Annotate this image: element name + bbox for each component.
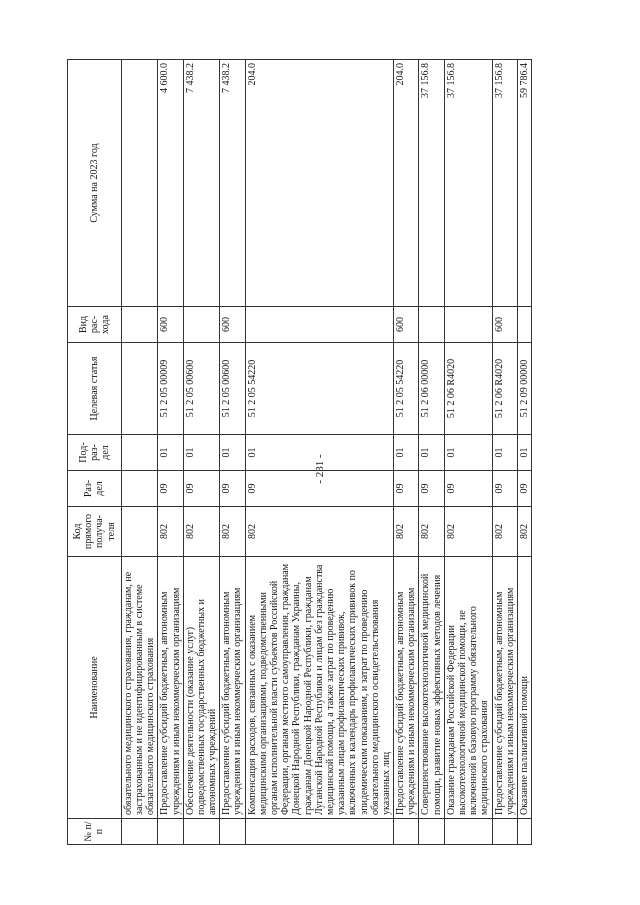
cell-razdel: 09 <box>492 471 517 507</box>
table-row <box>183 60 220 845</box>
cell-razdel: 09 <box>157 471 182 507</box>
cell-vid <box>444 307 492 343</box>
cell-sum: 7 438.2 <box>183 60 220 307</box>
cell-podrazdel: 01 <box>517 435 531 471</box>
header-sum: Сумма на 2023 год <box>67 60 121 307</box>
cell-vid: 600 <box>393 307 418 343</box>
cell-sum: 37 156.8 <box>492 60 517 307</box>
cell-code <box>121 507 158 557</box>
cell-razdel: 09 <box>517 471 531 507</box>
cell-podrazdel: 01 <box>183 435 220 471</box>
rotated-page-content <box>67 60 574 845</box>
cell-podrazdel: 01 <box>418 435 443 471</box>
cell-num <box>492 819 517 845</box>
table-row <box>157 60 182 845</box>
cell-target: 51 2 09 00000 <box>517 343 531 435</box>
table-body <box>121 60 531 845</box>
table-row <box>219 60 244 845</box>
table-header-row <box>67 60 121 845</box>
cell-vid: 600 <box>492 307 517 343</box>
cell-num <box>444 819 492 845</box>
header-num: № п/п <box>67 819 121 845</box>
cell-target: 51 2 05 54220 <box>393 343 418 435</box>
cell-name: Компенсация расходов, связанных с оказанием медицинскими организациями, подведомственными органам исполнительной власти субъектов Российской Федерации, органам местного самоуправления, гражданам Донецкой Народной Республики, гражданам Украины, гражданам Донецкой Народной Республики, гражданам Луганской Народной Республики и лицам без гражданства медицинской помощи, а также затрат по проведению указанным лицам профилактических прививок, включенных в календарь профилактических прививок по эпидемическим показаниям, и затрат по проведению обязательного медицинского освидетельствования указанных лиц <box>245 557 393 819</box>
cell-podrazdel: 01 <box>219 435 244 471</box>
cell-razdel: 09 <box>183 471 220 507</box>
cell-target: 51 2 06 R4020 <box>492 343 517 435</box>
cell-code: 802 <box>517 507 531 557</box>
header-razdel: Раз-дел <box>67 471 121 507</box>
cell-vid <box>418 307 443 343</box>
cell-name: Совершенствование высокотехнологичной медицинской помощи, развитие новых эффективных методов лечения <box>418 557 443 819</box>
cell-razdel: 09 <box>444 471 492 507</box>
cell-target: 51 2 05 00600 <box>219 343 244 435</box>
cell-name: Предоставление субсидий бюджетным, автономным учреждениям и иным некоммерческим организациям <box>157 557 182 819</box>
header-podrazdel: Под-раз-дел <box>67 435 121 471</box>
cell-name: Предоставление субсидий бюджетным, автономным учреждениям и иным некоммерческим организациям <box>219 557 244 819</box>
cell-razdel: 09 <box>245 471 393 507</box>
cell-podrazdel: 01 <box>444 435 492 471</box>
cell-sum: 37 156.8 <box>418 60 443 307</box>
cell-target: 51 2 05 54220 <box>245 343 393 435</box>
table-row <box>492 60 517 845</box>
cell-razdel <box>121 471 158 507</box>
cell-sum: 59 786.4 <box>517 60 531 307</box>
cell-vid: 600 <box>157 307 182 343</box>
cell-target: 51 2 06 00000 <box>418 343 443 435</box>
cell-podrazdel: 01 <box>492 435 517 471</box>
cell-vid: 600 <box>219 307 244 343</box>
table-row <box>418 60 443 845</box>
cell-name: Обеспечение деятельности (оказание услуг) подведомственных государственных бюджетных и автономных учреждений <box>183 557 220 819</box>
cell-podrazdel: 01 <box>393 435 418 471</box>
cell-razdel: 09 <box>418 471 443 507</box>
cell-num <box>418 819 443 845</box>
header-name: Наименование <box>67 557 121 819</box>
cell-podrazdel <box>121 435 158 471</box>
cell-num <box>121 819 158 845</box>
budget-table <box>67 59 532 845</box>
cell-target: 51 2 06 R4020 <box>444 343 492 435</box>
cell-num <box>517 819 531 845</box>
cell-code: 802 <box>245 507 393 557</box>
cell-num <box>219 819 244 845</box>
cell-sum: 37 156.8 <box>444 60 492 307</box>
cell-target: 51 2 05 00600 <box>183 343 220 435</box>
cell-code: 802 <box>157 507 182 557</box>
cell-code: 802 <box>393 507 418 557</box>
cell-sum <box>121 60 158 307</box>
table-row <box>444 60 492 845</box>
cell-num <box>245 819 393 845</box>
cell-vid <box>245 307 393 343</box>
cell-sum: 204.0 <box>393 60 418 307</box>
cell-num <box>393 819 418 845</box>
header-target: Целевая статья <box>67 343 121 435</box>
header-vid: Вид рас-хода <box>67 307 121 343</box>
header-code: Код прямого получа-теля <box>67 507 121 557</box>
cell-target <box>121 343 158 435</box>
cell-name: Предоставление субсидий бюджетным, автономным учреждениям и иным некоммерческим организациям <box>492 557 517 819</box>
cell-code: 802 <box>219 507 244 557</box>
cell-sum: 4 600.0 <box>157 60 182 307</box>
cell-podrazdel: 01 <box>245 435 393 471</box>
table-row <box>245 60 393 845</box>
cell-target: 51 2 05 00009 <box>157 343 182 435</box>
cell-code: 802 <box>418 507 443 557</box>
cell-code: 802 <box>183 507 220 557</box>
cell-razdel: 09 <box>219 471 244 507</box>
table-row <box>393 60 418 845</box>
cell-vid <box>183 307 220 343</box>
cell-sum: 204.0 <box>245 60 393 307</box>
cell-name: Предоставление субсидий бюджетным, автономным учреждениям и иным некоммерческим организациям <box>393 557 418 819</box>
table-row <box>121 60 158 845</box>
cell-vid <box>517 307 531 343</box>
table-row <box>517 60 531 845</box>
cell-name: обязательного медицинского страхования, гражданам, не застрахованным и не идентифицированным в системе обязательного медицинского страхования <box>121 557 158 819</box>
cell-vid <box>121 307 158 343</box>
cell-name: Оказание паллиативной помощи <box>517 557 531 819</box>
cell-podrazdel: 01 <box>157 435 182 471</box>
cell-name: Оказание гражданам Российской Федерации высокотехнологичной медицинской помощи, не включенной в базовую программу обязательного медицинского страхования <box>444 557 492 819</box>
cell-code: 802 <box>492 507 517 557</box>
cell-sum: 7 438.2 <box>219 60 244 307</box>
cell-num <box>183 819 220 845</box>
cell-num <box>157 819 182 845</box>
cell-code: 802 <box>444 507 492 557</box>
cell-razdel: 09 <box>393 471 418 507</box>
page-number: - 231 - <box>314 454 326 484</box>
